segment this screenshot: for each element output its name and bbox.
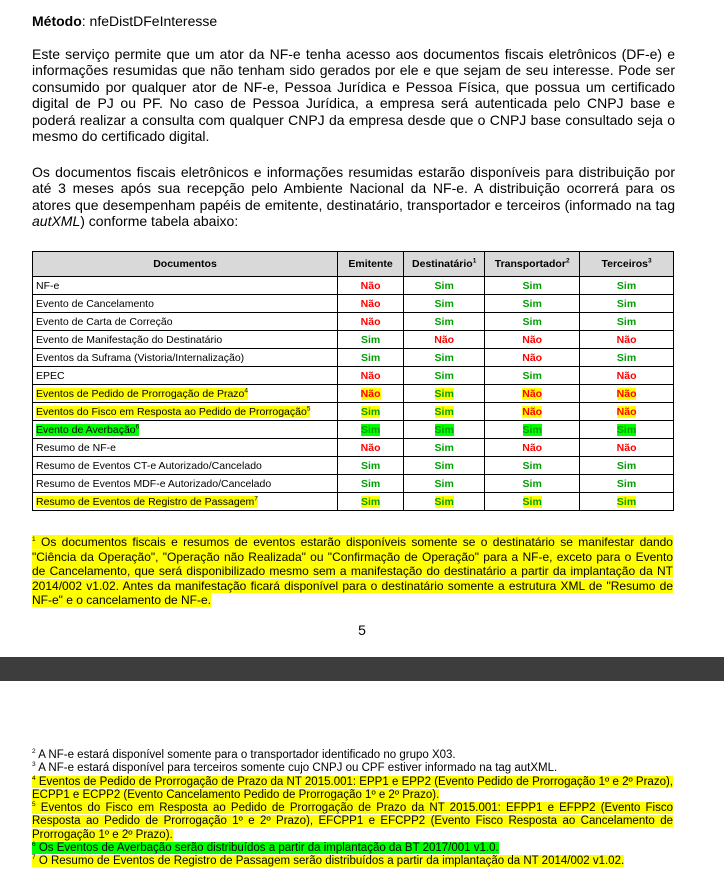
value-cell [404, 349, 485, 367]
doc-cell [33, 475, 338, 493]
doc-cell [33, 331, 338, 349]
value-sim: Sim [434, 351, 454, 364]
table-row [33, 295, 674, 313]
value-cell [580, 421, 674, 439]
value-cell [485, 349, 580, 367]
table-row [33, 457, 674, 475]
value-cell [338, 349, 404, 367]
value-sim: Sim [360, 477, 381, 490]
value-sim: Sim [616, 351, 637, 364]
value-cell [485, 313, 580, 331]
table-header-row [33, 252, 674, 277]
header-documentos: Documentos [33, 252, 338, 277]
value-sim: Sim [616, 495, 637, 508]
value-cell [580, 367, 674, 385]
value-cell [485, 277, 580, 295]
value-cell [338, 421, 404, 439]
footnotes-list [32, 749, 673, 869]
value-cell [580, 439, 674, 457]
value-cell [580, 475, 674, 493]
value-cell [485, 367, 580, 385]
value-cell [485, 421, 580, 439]
footnote-item: $^3$ A NF-e estará disponível para terceiros somente cujo CNPJ ou CPF estiver informado na tag autXML. [32, 761, 558, 775]
value-sim: Sim [360, 495, 381, 508]
value-cell [338, 295, 404, 313]
value-cell [580, 277, 674, 295]
value-cell [404, 277, 485, 295]
distribution-table [32, 251, 674, 511]
value-nao: Não [360, 297, 381, 310]
footnote-item: $^7$ O Resumo de Eventos de Registro de Passagem serão distribuídos a partir da implantação da NT 2014/002 v1.02. [32, 854, 625, 868]
value-nao: Não [616, 441, 637, 454]
value-sim: Sim [522, 477, 542, 490]
value-nao: Não [522, 441, 543, 454]
doc-label: Resumo de Eventos de Registro de Passagem [36, 495, 255, 508]
value-cell [338, 475, 404, 493]
value-nao: Não [522, 351, 543, 364]
paragraph-1: Este serviço permite que um ator da NF-e tenha acesso aos documentos fiscais eletrônicos (DF-e) e informações resumidas que não tenham sido gerados por ele e que sejam de seu interesse. Pode ser consumido por qualquer ator de NF-e, Pessoa Jurídica e Pessoa Física, que possua um certificado digital de PJ ou PF. No caso de Pessoa Jurídica, a empresa será autenticada pelo CNPJ base e poderá realizar a consulta com qualquer CNPJ da empresa desde que o CNPJ base consultado seja o mesmo do certificado digital. [32, 46, 675, 145]
value-cell [404, 403, 485, 421]
value-sim: Sim [616, 279, 637, 292]
value-cell [485, 403, 580, 421]
value-cell [580, 385, 674, 403]
value-sim: Sim [616, 459, 637, 472]
doc-label: Eventos da Suframa (Vistoria/Internalização) [36, 351, 245, 364]
table-row [33, 385, 674, 403]
value-nao: Não [360, 279, 381, 292]
value-sim: Sim [434, 423, 454, 436]
value-nao: Não [616, 369, 637, 382]
doc-label: Resumo de Eventos CT-e Autorizado/Cancelado [36, 459, 262, 472]
value-nao: Não [360, 441, 381, 454]
doc-label: Resumo de NF-e [36, 441, 116, 454]
value-sim: Sim [434, 279, 454, 292]
doc-label: Eventos de Pedido de Prorrogação de Prazo [36, 387, 245, 400]
paragraph-2-tag: autXML [32, 213, 81, 230]
method-line: Método: nfeDistDFeInteresse [32, 13, 218, 29]
value-sim: Sim [434, 369, 454, 382]
value-sim: Sim [616, 423, 637, 436]
doc-label: EPEC [36, 369, 65, 382]
value-nao: Não [616, 405, 637, 418]
doc-label: Evento de Cancelamento [36, 297, 154, 310]
value-nao: Não [360, 369, 381, 382]
value-cell [485, 493, 580, 511]
value-cell [580, 349, 674, 367]
table-row [33, 349, 674, 367]
value-sim: Sim [434, 477, 454, 490]
header-emitente: Emitente [338, 252, 404, 277]
table-row [33, 277, 674, 295]
value-sim: Sim [360, 459, 381, 472]
footnote-1 [32, 535, 673, 608]
value-cell [338, 385, 404, 403]
value-sim: Sim [360, 351, 381, 364]
value-cell [338, 439, 404, 457]
value-cell [338, 457, 404, 475]
value-sim: Sim [616, 315, 637, 328]
header-transportador: Transportador$^2$ [485, 252, 580, 277]
value-cell [404, 295, 485, 313]
value-cell [580, 493, 674, 511]
value-nao: Não [360, 387, 381, 400]
table-row [33, 331, 674, 349]
value-cell [485, 295, 580, 313]
table-row [33, 313, 674, 331]
value-cell [485, 385, 580, 403]
method-label: Método [32, 13, 82, 29]
value-sim: Sim [522, 459, 542, 472]
value-sim: Sim [434, 387, 454, 400]
value-nao: Não [522, 405, 543, 418]
header-terceiros: Terceiros$^3$ [580, 252, 674, 277]
value-sim: Sim [522, 315, 542, 328]
footnote-item: $^4$ Eventos de Pedido de Prorrogação de Prazo da NT 2015.001: EPP1 e EPP2 (Evento Pedido de Prorrogação 1º e 2º Prazo), ECPP1 e ECPP2 (Evento Cancelamento Pedido de Prorrogação 1º e 2º Prazo). [32, 774, 673, 801]
value-cell [485, 475, 580, 493]
doc-cell [33, 457, 338, 475]
page-number: 5 [358, 622, 366, 638]
value-cell [338, 367, 404, 385]
value-cell [338, 313, 404, 331]
table-row [33, 439, 674, 457]
doc-cell [33, 313, 338, 331]
value-cell [404, 313, 485, 331]
doc-cell [33, 349, 338, 367]
footnote-item: $^6$ Os Eventos de Averbação serão distribuídos a partir da implantação da BT 2017/001 v1.0. [32, 841, 499, 855]
footnote-item: $^5$ Eventos do Fisco em Resposta ao Pedido de Prorrogação de Prazo da NT 2015.001: EFPP1 e EFPP2 (Evento Fisco Resposta ao Pedido de Prorrogação 1º e 2º Prazo), EFCPP1 e EFCPP2 (Evento Fisco Resposta ao Cancelamento de Prorrogação 1º e 2º Prazo). [32, 801, 673, 841]
value-sim: Sim [616, 297, 637, 310]
doc-label: Evento de Manifestação do Destinatário [36, 333, 223, 346]
doc-label: Resumo de Eventos MDF-e Autorizado/Cancelado [36, 477, 272, 490]
table-row [33, 475, 674, 493]
table-row [33, 421, 674, 439]
value-cell [580, 331, 674, 349]
footnote-item: $^2$ A NF-e estará disponível somente para o transportador identificado no grupo X03. [32, 748, 456, 761]
value-sim: Sim [434, 405, 454, 418]
value-sim: Sim [616, 477, 637, 490]
value-cell [580, 457, 674, 475]
table-row [33, 493, 674, 511]
value-cell [404, 367, 485, 385]
doc-cell: Resumo de Eventos de Registro de Passagem$^7$ [33, 493, 338, 511]
value-sim: Sim [360, 333, 381, 346]
value-cell [404, 475, 485, 493]
value-cell [404, 385, 485, 403]
doc-label: NF-e [36, 279, 60, 292]
doc-label: Evento de Averbação [36, 423, 136, 436]
value-cell [404, 331, 485, 349]
value-nao: Não [522, 387, 543, 400]
doc-label: Evento de Carta de Correção [36, 315, 173, 328]
value-sim: Sim [522, 279, 542, 292]
value-sim: Sim [360, 423, 381, 436]
value-cell [404, 493, 485, 511]
value-cell [485, 439, 580, 457]
value-sim: Sim [434, 297, 454, 310]
table-row [33, 367, 674, 385]
doc-cell: Eventos de Pedido de Prorrogação de Prazo$^4$ [33, 385, 338, 403]
header-destinatario: Destinatário$^1$ [404, 252, 485, 277]
paragraph-2-end: ) conforme tabela abaixo: [80, 213, 239, 230]
value-cell [338, 403, 404, 421]
doc-cell [33, 277, 338, 295]
value-cell [580, 295, 674, 313]
doc-cell [33, 439, 338, 457]
value-sim: Sim [522, 297, 542, 310]
value-sim: Sim [522, 423, 542, 436]
value-sim: Sim [434, 315, 454, 328]
table-row [33, 403, 674, 421]
doc-label: Eventos do Fisco em Resposta ao Pedido de Prorrogação [36, 405, 307, 418]
value-sim: Sim [434, 459, 454, 472]
doc-cell [33, 367, 338, 385]
value-cell [580, 313, 674, 331]
value-sim: Sim [522, 369, 542, 382]
footnote-1-highlight: $^1$ Os documentos fiscais e resumos de eventos estarão disponíveis somente se o destinatário se manifestar dando "Ciência da Operação", "Operação não Realizada" ou "Confirmação de Operação" para a NF-e, exceto para o Evento de Cancelamento, que será disponibilizado mesmo sem a manifestação do destinatário a partir da implantação da NT 2014/002 v1.02. Antes da manifestação ficará disponível para o destinatário somente a estrutura XML de "Resumo de NF-e" e o cancelamento de NF-e. [32, 535, 673, 608]
doc-cell [33, 295, 338, 313]
paragraph-2-start: Os documentos fiscais eletrônicos e informações resumidas estarão disponíveis para distribuição por até 3 meses após sua recepção pelo Ambiente Nacional da NF-e. A distribuição ocorrerá para os atores que desempenham papéis de emitente, destinatário, transportador e terceiros (informado na tag [32, 164, 675, 213]
value-cell [485, 457, 580, 475]
value-sim: Sim [522, 495, 542, 508]
value-nao: Não [616, 333, 637, 346]
value-sim: Sim [360, 405, 381, 418]
paragraph-2 [32, 164, 675, 230]
value-cell [404, 421, 485, 439]
value-cell [338, 331, 404, 349]
value-sim: Sim [434, 495, 454, 508]
value-cell [338, 493, 404, 511]
value-cell [404, 457, 485, 475]
value-nao: Não [616, 387, 637, 400]
value-cell [404, 439, 485, 457]
doc-cell: Evento de Averbação$^6$ [33, 421, 338, 439]
value-nao: Não [522, 333, 543, 346]
value-cell [338, 277, 404, 295]
value-sim: Sim [434, 441, 454, 454]
value-nao: Não [434, 333, 455, 346]
value-nao: Não [360, 315, 381, 328]
method-name: nfeDistDFeInteresse [89, 13, 218, 29]
value-cell [485, 331, 580, 349]
value-cell [580, 403, 674, 421]
doc-cell: Eventos do Fisco em Resposta ao Pedido de Prorrogação$^5$ [33, 403, 338, 421]
page-separator [0, 657, 724, 681]
